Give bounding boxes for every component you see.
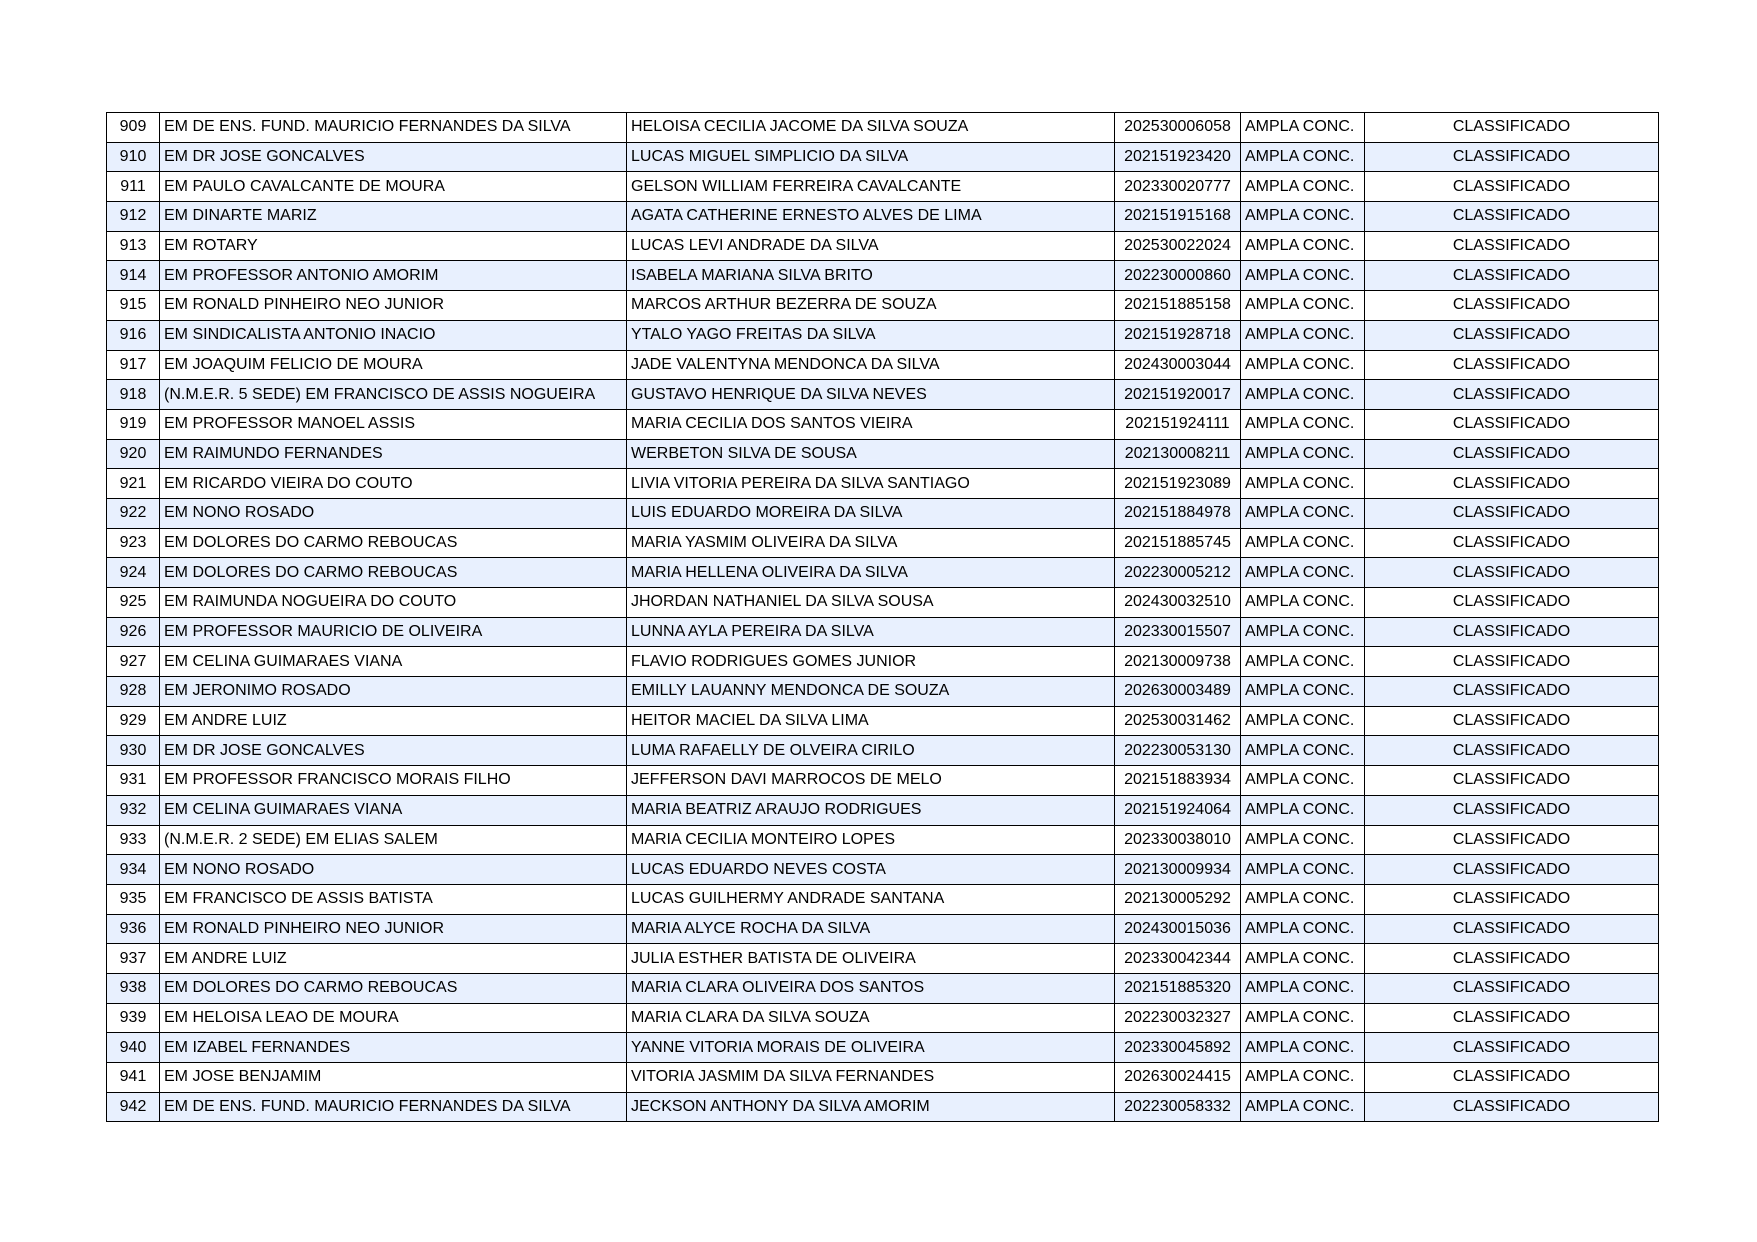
table-row <box>107 261 1659 291</box>
student-name: JEFFERSON DAVI MARROCOS DE MELO <box>627 766 1115 796</box>
row-number: 926 <box>107 617 160 647</box>
row-number: 917 <box>107 350 160 380</box>
status-cell: CLASSIFICADO <box>1365 914 1659 944</box>
student-name: MARIA CLARA DA SILVA SOUZA <box>627 1003 1115 1033</box>
school-name: EM JOAQUIM FELICIO DE MOURA <box>160 350 627 380</box>
table-row <box>107 439 1659 469</box>
registration-number: 202530022024 <box>1115 231 1241 261</box>
status-cell: CLASSIFICADO <box>1365 884 1659 914</box>
status-cell: CLASSIFICADO <box>1365 380 1659 410</box>
school-name: EM PROFESSOR FRANCISCO MORAIS FILHO <box>160 766 627 796</box>
quota-type: AMPLA CONC. <box>1241 617 1365 647</box>
school-name: EM FRANCISCO DE ASSIS BATISTA <box>160 884 627 914</box>
quota-type: AMPLA CONC. <box>1241 795 1365 825</box>
school-name: EM SINDICALISTA ANTONIO INACIO <box>160 320 627 350</box>
table-row <box>107 202 1659 232</box>
row-number: 931 <box>107 766 160 796</box>
registration-number: 202230058332 <box>1115 1092 1241 1122</box>
row-number: 927 <box>107 647 160 677</box>
school-name: EM RAIMUNDA NOGUEIRA DO COUTO <box>160 588 627 618</box>
registration-number: 202330015507 <box>1115 617 1241 647</box>
row-number: 924 <box>107 558 160 588</box>
status-cell: CLASSIFICADO <box>1365 439 1659 469</box>
table-row <box>107 380 1659 410</box>
student-name: MARIA CLARA OLIVEIRA DOS SANTOS <box>627 973 1115 1003</box>
table-row <box>107 617 1659 647</box>
quota-type: AMPLA CONC. <box>1241 291 1365 321</box>
row-number: 941 <box>107 1063 160 1093</box>
student-name: LUCAS MIGUEL SIMPLICIO DA SILVA <box>627 142 1115 172</box>
quota-type: AMPLA CONC. <box>1241 825 1365 855</box>
student-name: EMILLY LAUANNY MENDONCA DE SOUZA <box>627 677 1115 707</box>
table-row <box>107 973 1659 1003</box>
registration-number: 202151885158 <box>1115 291 1241 321</box>
registration-number: 202151885320 <box>1115 973 1241 1003</box>
quota-type: AMPLA CONC. <box>1241 884 1365 914</box>
registration-number: 202130009738 <box>1115 647 1241 677</box>
table-row <box>107 231 1659 261</box>
student-name: LUNNA AYLA PEREIRA DA SILVA <box>627 617 1115 647</box>
student-name: VITORIA JASMIM DA SILVA FERNANDES <box>627 1063 1115 1093</box>
school-name: EM ANDRE LUIZ <box>160 944 627 974</box>
registration-number: 202130005292 <box>1115 884 1241 914</box>
status-cell: CLASSIFICADO <box>1365 766 1659 796</box>
quota-type: AMPLA CONC. <box>1241 350 1365 380</box>
school-name: EM DOLORES DO CARMO REBOUCAS <box>160 528 627 558</box>
student-name: FLAVIO RODRIGUES GOMES JUNIOR <box>627 647 1115 677</box>
row-number: 914 <box>107 261 160 291</box>
table-row <box>107 142 1659 172</box>
registration-number: 202230005212 <box>1115 558 1241 588</box>
status-cell: CLASSIFICADO <box>1365 617 1659 647</box>
school-name: EM PROFESSOR MAURICIO DE OLIVEIRA <box>160 617 627 647</box>
quota-type: AMPLA CONC. <box>1241 202 1365 232</box>
quota-type: AMPLA CONC. <box>1241 498 1365 528</box>
school-name: EM DOLORES DO CARMO REBOUCAS <box>160 558 627 588</box>
student-name: MARIA CECILIA MONTEIRO LOPES <box>627 825 1115 855</box>
quota-type: AMPLA CONC. <box>1241 1033 1365 1063</box>
status-cell: CLASSIFICADO <box>1365 469 1659 499</box>
table-row <box>107 825 1659 855</box>
registration-number: 202430003044 <box>1115 350 1241 380</box>
quota-type: AMPLA CONC. <box>1241 736 1365 766</box>
table-row <box>107 1003 1659 1033</box>
student-name: LUCAS EDUARDO NEVES COSTA <box>627 855 1115 885</box>
school-name: EM DOLORES DO CARMO REBOUCAS <box>160 973 627 1003</box>
student-name: GUSTAVO HENRIQUE DA SILVA NEVES <box>627 380 1115 410</box>
status-cell: CLASSIFICADO <box>1365 1033 1659 1063</box>
status-cell: CLASSIFICADO <box>1365 113 1659 143</box>
quota-type: AMPLA CONC. <box>1241 766 1365 796</box>
quota-type: AMPLA CONC. <box>1241 944 1365 974</box>
registration-number: 202530006058 <box>1115 113 1241 143</box>
quota-type: AMPLA CONC. <box>1241 1003 1365 1033</box>
row-number: 919 <box>107 409 160 439</box>
quota-type: AMPLA CONC. <box>1241 1063 1365 1093</box>
school-name: EM JOSE BENJAMIM <box>160 1063 627 1093</box>
table-row <box>107 350 1659 380</box>
school-name: EM PAULO CAVALCANTE DE MOURA <box>160 172 627 202</box>
quota-type: AMPLA CONC. <box>1241 855 1365 885</box>
table-row <box>107 1092 1659 1122</box>
row-number: 942 <box>107 1092 160 1122</box>
status-cell: CLASSIFICADO <box>1365 647 1659 677</box>
row-number: 940 <box>107 1033 160 1063</box>
student-name: LUCAS LEVI ANDRADE DA SILVA <box>627 231 1115 261</box>
student-name: LUMA RAFAELLY DE OLVEIRA CIRILO <box>627 736 1115 766</box>
quota-type: AMPLA CONC. <box>1241 172 1365 202</box>
table-row <box>107 113 1659 143</box>
quota-type: AMPLA CONC. <box>1241 439 1365 469</box>
row-number: 939 <box>107 1003 160 1033</box>
status-cell: CLASSIFICADO <box>1365 588 1659 618</box>
registration-number: 202630003489 <box>1115 677 1241 707</box>
registration-number: 202151883934 <box>1115 766 1241 796</box>
school-name: EM DE ENS. FUND. MAURICIO FERNANDES DA SILVA <box>160 1092 627 1122</box>
student-name: MARIA HELLENA OLIVEIRA DA SILVA <box>627 558 1115 588</box>
school-name: EM RAIMUNDO FERNANDES <box>160 439 627 469</box>
table-row <box>107 1033 1659 1063</box>
school-name: EM RICARDO VIEIRA DO COUTO <box>160 469 627 499</box>
school-name: EM CELINA GUIMARAES VIANA <box>160 647 627 677</box>
student-name: LUCAS GUILHERMY ANDRADE SANTANA <box>627 884 1115 914</box>
school-name: EM NONO ROSADO <box>160 855 627 885</box>
student-name: MARIA BEATRIZ ARAUJO RODRIGUES <box>627 795 1115 825</box>
registration-number: 202151885745 <box>1115 528 1241 558</box>
table-row <box>107 736 1659 766</box>
student-name: GELSON WILLIAM FERREIRA CAVALCANTE <box>627 172 1115 202</box>
school-name: EM ROTARY <box>160 231 627 261</box>
registration-number: 202430015036 <box>1115 914 1241 944</box>
registration-number: 202330045892 <box>1115 1033 1241 1063</box>
row-number: 918 <box>107 380 160 410</box>
table-row <box>107 884 1659 914</box>
status-cell: CLASSIFICADO <box>1365 231 1659 261</box>
status-cell: CLASSIFICADO <box>1365 172 1659 202</box>
student-name: JULIA ESTHER BATISTA DE OLIVEIRA <box>627 944 1115 974</box>
status-cell: CLASSIFICADO <box>1365 558 1659 588</box>
quota-type: AMPLA CONC. <box>1241 320 1365 350</box>
registration-number: 202130009934 <box>1115 855 1241 885</box>
registration-number: 202630024415 <box>1115 1063 1241 1093</box>
student-name: HEITOR MACIEL DA SILVA LIMA <box>627 706 1115 736</box>
row-number: 922 <box>107 498 160 528</box>
status-cell: CLASSIFICADO <box>1365 795 1659 825</box>
school-name: EM HELOISA LEAO DE MOURA <box>160 1003 627 1033</box>
student-name: MARIA ALYCE ROCHA DA SILVA <box>627 914 1115 944</box>
registration-number: 202330038010 <box>1115 825 1241 855</box>
quota-type: AMPLA CONC. <box>1241 588 1365 618</box>
row-number: 920 <box>107 439 160 469</box>
student-name: YTALO YAGO FREITAS DA SILVA <box>627 320 1115 350</box>
student-name: JHORDAN NATHANIEL DA SILVA SOUSA <box>627 588 1115 618</box>
table-row <box>107 320 1659 350</box>
quota-type: AMPLA CONC. <box>1241 113 1365 143</box>
row-number: 930 <box>107 736 160 766</box>
table-row <box>107 588 1659 618</box>
registration-number: 202151928718 <box>1115 320 1241 350</box>
status-cell: CLASSIFICADO <box>1365 1092 1659 1122</box>
registration-number: 202151923420 <box>1115 142 1241 172</box>
student-name: LIVIA VITORIA PEREIRA DA SILVA SANTIAGO <box>627 469 1115 499</box>
table-row <box>107 469 1659 499</box>
registration-number: 202130008211 <box>1115 439 1241 469</box>
quota-type: AMPLA CONC. <box>1241 1092 1365 1122</box>
status-cell: CLASSIFICADO <box>1365 202 1659 232</box>
row-number: 929 <box>107 706 160 736</box>
row-number: 928 <box>107 677 160 707</box>
registration-number: 202151884978 <box>1115 498 1241 528</box>
table-row <box>107 498 1659 528</box>
status-cell: CLASSIFICADO <box>1365 1003 1659 1033</box>
quota-type: AMPLA CONC. <box>1241 914 1365 944</box>
table-body <box>107 113 1659 1122</box>
row-number: 921 <box>107 469 160 499</box>
classification-table <box>106 112 1659 1122</box>
status-cell: CLASSIFICADO <box>1365 291 1659 321</box>
row-number: 932 <box>107 795 160 825</box>
student-name: AGATA CATHERINE ERNESTO ALVES DE LIMA <box>627 202 1115 232</box>
row-number: 912 <box>107 202 160 232</box>
status-cell: CLASSIFICADO <box>1365 973 1659 1003</box>
registration-number: 202230032327 <box>1115 1003 1241 1033</box>
status-cell: CLASSIFICADO <box>1365 825 1659 855</box>
student-name: JADE VALENTYNA MENDONCA DA SILVA <box>627 350 1115 380</box>
quota-type: AMPLA CONC. <box>1241 469 1365 499</box>
status-cell: CLASSIFICADO <box>1365 320 1659 350</box>
status-cell: CLASSIFICADO <box>1365 706 1659 736</box>
table-row <box>107 944 1659 974</box>
row-number: 911 <box>107 172 160 202</box>
school-name: (N.M.E.R. 5 SEDE) EM FRANCISCO DE ASSIS NOGUEIRA <box>160 380 627 410</box>
row-number: 935 <box>107 884 160 914</box>
status-cell: CLASSIFICADO <box>1365 409 1659 439</box>
row-number: 916 <box>107 320 160 350</box>
quota-type: AMPLA CONC. <box>1241 142 1365 172</box>
student-name: JECKSON ANTHONY DA SILVA AMORIM <box>627 1092 1115 1122</box>
registration-number: 202330042344 <box>1115 944 1241 974</box>
school-name: EM NONO ROSADO <box>160 498 627 528</box>
registration-number: 202151924064 <box>1115 795 1241 825</box>
student-name: ISABELA MARIANA SILVA BRITO <box>627 261 1115 291</box>
status-cell: CLASSIFICADO <box>1365 1063 1659 1093</box>
table-row <box>107 172 1659 202</box>
row-number: 933 <box>107 825 160 855</box>
status-cell: CLASSIFICADO <box>1365 498 1659 528</box>
table-row <box>107 647 1659 677</box>
quota-type: AMPLA CONC. <box>1241 706 1365 736</box>
status-cell: CLASSIFICADO <box>1365 677 1659 707</box>
status-cell: CLASSIFICADO <box>1365 736 1659 766</box>
status-cell: CLASSIFICADO <box>1365 261 1659 291</box>
table-row <box>107 558 1659 588</box>
student-name: MARCOS ARTHUR BEZERRA DE SOUZA <box>627 291 1115 321</box>
registration-number: 202230053130 <box>1115 736 1241 766</box>
school-name: EM PROFESSOR MANOEL ASSIS <box>160 409 627 439</box>
registration-number: 202430032510 <box>1115 588 1241 618</box>
table-row <box>107 914 1659 944</box>
school-name: EM CELINA GUIMARAES VIANA <box>160 795 627 825</box>
registration-number: 202530031462 <box>1115 706 1241 736</box>
quota-type: AMPLA CONC. <box>1241 409 1365 439</box>
row-number: 936 <box>107 914 160 944</box>
school-name: (N.M.E.R. 2 SEDE) EM ELIAS SALEM <box>160 825 627 855</box>
quota-type: AMPLA CONC. <box>1241 558 1365 588</box>
status-cell: CLASSIFICADO <box>1365 944 1659 974</box>
quota-type: AMPLA CONC. <box>1241 528 1365 558</box>
student-name: MARIA CECILIA DOS SANTOS VIEIRA <box>627 409 1115 439</box>
quota-type: AMPLA CONC. <box>1241 231 1365 261</box>
quota-type: AMPLA CONC. <box>1241 647 1365 677</box>
student-name: WERBETON SILVA DE SOUSA <box>627 439 1115 469</box>
school-name: EM DE ENS. FUND. MAURICIO FERNANDES DA SILVA <box>160 113 627 143</box>
quota-type: AMPLA CONC. <box>1241 380 1365 410</box>
row-number: 915 <box>107 291 160 321</box>
school-name: EM IZABEL FERNANDES <box>160 1033 627 1063</box>
row-number: 934 <box>107 855 160 885</box>
school-name: EM DINARTE MARIZ <box>160 202 627 232</box>
row-number: 910 <box>107 142 160 172</box>
registration-number: 202151924111 <box>1115 409 1241 439</box>
quota-type: AMPLA CONC. <box>1241 261 1365 291</box>
table-row <box>107 409 1659 439</box>
row-number: 909 <box>107 113 160 143</box>
student-name: MARIA YASMIM OLIVEIRA DA SILVA <box>627 528 1115 558</box>
school-name: EM JERONIMO ROSADO <box>160 677 627 707</box>
row-number: 925 <box>107 588 160 618</box>
student-name: HELOISA CECILIA JACOME DA SILVA SOUZA <box>627 113 1115 143</box>
school-name: EM ANDRE LUIZ <box>160 706 627 736</box>
registration-number: 202330020777 <box>1115 172 1241 202</box>
table-row <box>107 677 1659 707</box>
registration-number: 202151920017 <box>1115 380 1241 410</box>
table-row <box>107 1063 1659 1093</box>
table-row <box>107 291 1659 321</box>
row-number: 938 <box>107 973 160 1003</box>
status-cell: CLASSIFICADO <box>1365 142 1659 172</box>
school-name: EM RONALD PINHEIRO NEO JUNIOR <box>160 291 627 321</box>
table-row <box>107 766 1659 796</box>
table-row <box>107 795 1659 825</box>
registration-number: 202151915168 <box>1115 202 1241 232</box>
quota-type: AMPLA CONC. <box>1241 677 1365 707</box>
school-name: EM DR JOSE GONCALVES <box>160 736 627 766</box>
quota-type: AMPLA CONC. <box>1241 973 1365 1003</box>
table-row <box>107 855 1659 885</box>
table-row <box>107 528 1659 558</box>
status-cell: CLASSIFICADO <box>1365 350 1659 380</box>
table-row <box>107 706 1659 736</box>
row-number: 937 <box>107 944 160 974</box>
student-name: LUIS EDUARDO MOREIRA DA SILVA <box>627 498 1115 528</box>
school-name: EM PROFESSOR ANTONIO AMORIM <box>160 261 627 291</box>
status-cell: CLASSIFICADO <box>1365 528 1659 558</box>
school-name: EM RONALD PINHEIRO NEO JUNIOR <box>160 914 627 944</box>
row-number: 923 <box>107 528 160 558</box>
school-name: EM DR JOSE GONCALVES <box>160 142 627 172</box>
status-cell: CLASSIFICADO <box>1365 855 1659 885</box>
student-name: YANNE VITORIA MORAIS DE OLIVEIRA <box>627 1033 1115 1063</box>
registration-number: 202230000860 <box>1115 261 1241 291</box>
row-number: 913 <box>107 231 160 261</box>
registration-number: 202151923089 <box>1115 469 1241 499</box>
